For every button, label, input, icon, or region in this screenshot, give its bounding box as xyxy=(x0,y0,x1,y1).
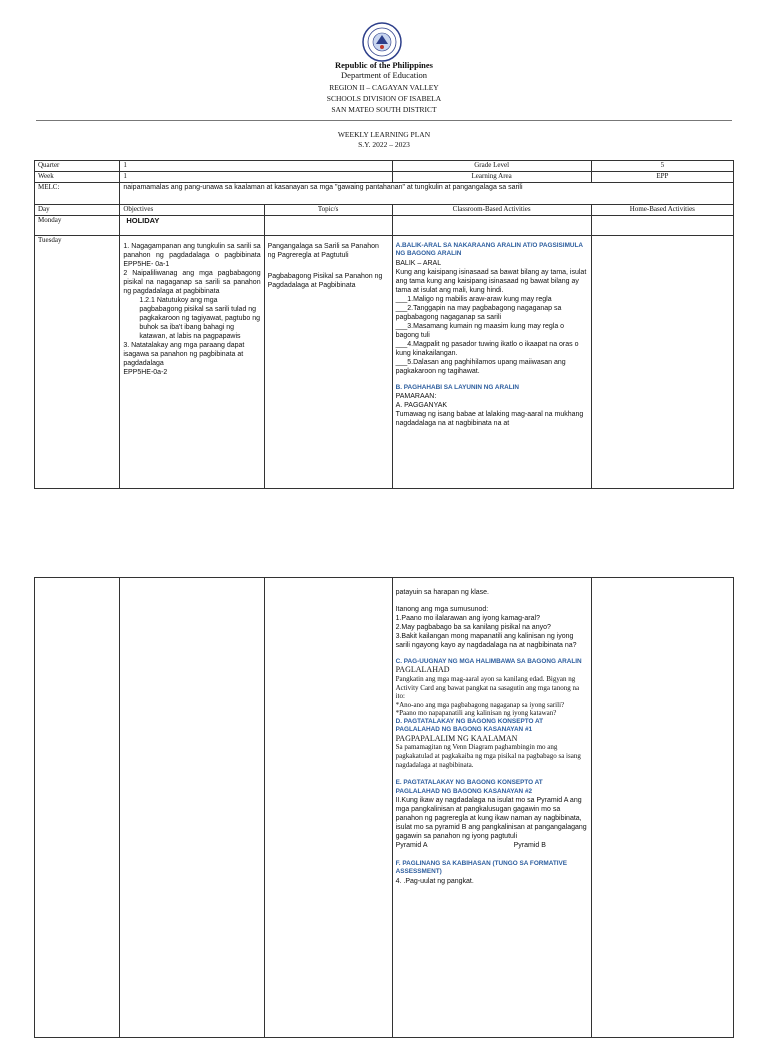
section-heading-d: D. PAGTATALAKAY NG BAGONG KONSEPTO AT PAGLALAHAD NG BAGONG KASANAYAN #1 xyxy=(395,717,544,734)
weekly-plan-table xyxy=(34,160,734,489)
subheading-paglalahad: PAGLALAHAD xyxy=(395,665,450,675)
subheading-pagpapalalim: PAGPAPALALIM NG KAALAMAN xyxy=(395,733,518,743)
section-heading-e: E. PAGTATALAKAY NG BAGONG KONSEPTO AT PAGLALAHAD NG BAGONG KASANAYAN #2 xyxy=(395,779,543,795)
header-department: Department of Education xyxy=(341,70,427,80)
paglalahad-question: *Ano-ano ang mga pagbabagong nagaganap sa iyong sarili? xyxy=(395,700,565,709)
balik-aral-instructions: Kung ang kaisipang isinasaad sa bawat bilang ay tama, isulat ang tama kung ang kaisipang isinasaad ng bawat bilang ay tama at isulat ang mali, kung hindi. xyxy=(395,268,587,294)
week-label: Week xyxy=(35,172,120,183)
topic-item: Pangangalaga sa Sarili sa Panahon ng Pagreregla at Pagtutuli xyxy=(267,243,379,259)
questions-intro: Itanong ang mga sumusunod: xyxy=(395,606,489,613)
tuesday-home-activities xyxy=(591,236,733,489)
monday-holiday: HOLIDAY xyxy=(120,216,264,236)
tuesday-objectives xyxy=(120,236,264,489)
table-row xyxy=(35,183,734,205)
pagganyak-text: Tumawag ng isang babae at lalaking mag-aaral na mukhang nagdadalaga na at nagbibinata na at xyxy=(395,411,584,428)
objective-item: 2 Naipaliliwanag ang mga pagbabagong pisikal na nagaganap sa sarili sa panahon ng pagdadalaga at pagbibinata xyxy=(123,270,261,295)
col-header-day: Day xyxy=(35,205,120,216)
pyramid-a-label: Pyramid A xyxy=(395,841,428,849)
melc-value: naipamamalas ang pang-unawa sa kaalaman at kasanayan sa mga "gawaing pantahanan" at tungkulin at pangangalaga sa sarili xyxy=(120,183,734,205)
objective-item: EPP5HE-0a-2 xyxy=(123,369,168,376)
tuesday-activities xyxy=(392,236,591,489)
header-republic: Republic of the Philippines xyxy=(334,60,433,70)
subheading-pamaraan: PAMARAAN: xyxy=(395,393,437,401)
col-header-classroom: Classroom-Based Activities xyxy=(392,205,591,216)
topic-item: Pagbabagong Pisikal sa Panahon ng Pagdadalaga at Pagbibinata xyxy=(267,273,383,289)
empty-cell xyxy=(264,216,392,236)
learning-area-label: Learning Area xyxy=(392,172,591,183)
objective-item: 3. Natatalakay ang mga paraang dapat isagawa sa panahon ng pagbibinata at pagdadalaga xyxy=(123,342,245,367)
objective-item: 1. Nagagampanan ang tungkulin sa sarili sa panahon ng pagdadalaga o pagbibinata EPP5HE- 0a-1 xyxy=(123,243,261,268)
review-item: ___5.Dalasan ang paghihilamos upang maiiwasan ang pagkakaroon ng tagihawat. xyxy=(395,358,566,375)
header-divider xyxy=(36,120,732,121)
section-heading-a: A.BALIK-ARAL SA NAKARAANG ARALIN AT/O PAGSISIMULA NG BAGONG ARALIN xyxy=(395,242,583,258)
question-item: 1.Paano mo ilalarawan ang iyong kamag-aral? xyxy=(395,615,540,622)
plan-title: WEEKLY LEARNING PLAN xyxy=(337,130,431,139)
learning-area-value: EPP xyxy=(591,172,733,183)
quarter-label: Quarter xyxy=(35,161,120,172)
weekly-plan-table-continued xyxy=(34,577,734,1038)
table-row xyxy=(35,161,734,172)
table-header-row xyxy=(35,205,734,216)
empty-cell xyxy=(591,578,733,1038)
table-row xyxy=(35,216,734,236)
quarter-value: 1 xyxy=(120,161,392,172)
col-header-topics: Topic/s xyxy=(264,205,392,216)
table-row xyxy=(35,236,734,489)
header-region: REGION II – CAGAYAN VALLEY xyxy=(329,83,439,92)
col-header-home: Home-Based Activities xyxy=(591,205,733,216)
objective-item: 1.2.1 Natutukoy ang mga pagbabagong pisikal sa sarili tulad ng pagkakaroon ng tagiyawat, pagtubo ng buhok sa iba't ibang bahagi ng katawan, at labis na pagpapawis xyxy=(139,297,260,340)
school-year: S.Y. 2022 – 2023 xyxy=(358,140,410,149)
question-item: 2.May pagbabago ba sa kanilang pisikal na anyo? xyxy=(395,624,551,631)
continued-activities xyxy=(392,578,591,1038)
pyramid-labels xyxy=(396,841,588,850)
section-heading-b: B. PAGHAHABI SA LAYUNIN NG ARALIN xyxy=(395,383,520,391)
week-value: 1 xyxy=(120,172,392,183)
continued-text: patayuin sa harapan ng klase. xyxy=(395,589,489,596)
review-item: ___3.Masamang kumain ng maasim kung may regla o bagong tuli xyxy=(395,322,565,339)
tuesday-topics xyxy=(264,236,392,489)
empty-cell xyxy=(591,216,733,236)
question-item: 3.Bakit kailangan mong mapanatili ang kalinisan ng iyong sarili ngayong kayo ay nagdadalaga na at nagbibinata na? xyxy=(395,633,577,649)
grade-level-label: Grade Level xyxy=(392,161,591,172)
pyramid-instructions: II.Kung ikaw ay nagdadalaga na isulat mo sa Pyramid A ang mga pangkalinisan at pangkalusugan gagawin mo sa panahon ng pagreregla at kung ikaw naman ay nagbibinata, isulat mo sa pyramid B ang pangkalinisan at pangangalagang gagawin sa panahon ng iyong pagtutuli xyxy=(395,796,587,840)
empty-cell xyxy=(392,216,591,236)
day-tuesday: Tuesday xyxy=(35,236,120,489)
paglalahad-text: Pangkatin ang mga mag-aaral ayon sa kanilang edad. Bigyan ng Activity Card ang bawat pangkat na sasagutin ang mga tanong na ito: xyxy=(395,675,580,701)
section-heading-f: F. PAGLINANG SA KABIHASAN (TUNGO SA FORMATIVE ASSESSMENT) xyxy=(395,859,568,876)
deped-seal-logo xyxy=(362,22,402,62)
subheading-balik-aral: BALIK – ARAL xyxy=(395,259,442,267)
empty-cell xyxy=(264,578,392,1038)
header-division: SCHOOLS DIVISION OF ISABELA xyxy=(326,94,442,103)
pag-uulat-text: 4. .Pag-uulat ng pangkat. xyxy=(395,877,474,885)
empty-cell xyxy=(35,578,120,1038)
header-district: SAN MATEO SOUTH DISTRICT xyxy=(331,105,437,114)
paglalahad-question: *Paano mo napapanatili ang kalinisan ng iyong katawan? xyxy=(395,709,557,718)
day-monday: Monday xyxy=(35,216,120,236)
section-heading-c: C. PAG-UUGNAY NG MGA HALIMBAWA SA BAGONG ARALIN xyxy=(395,658,582,665)
grade-level-value: 5 xyxy=(591,161,733,172)
col-header-objectives: Objectives xyxy=(120,205,264,216)
empty-cell xyxy=(120,578,264,1038)
pagpapalalim-text: Sa pamamagitan ng Venn Diagram paghambingin mo ang pagkakatulad at pagkakaiba ng mga pisikal na pagbabago sa isang nagdadalaga at nagbibinata. xyxy=(395,743,581,769)
review-item: ___4.Magpalit ng pasador tuwing ikatlo o ikaapat na oras o kung kinakailangan. xyxy=(395,340,579,357)
table-row xyxy=(35,172,734,183)
review-item: ___2.Tanggapin na may pagbabagong nagaganap sa pagbabagong nagaganap sa sarili xyxy=(395,304,562,321)
table-row xyxy=(35,578,734,1038)
review-item: ___1.Maligo ng mabilis araw-araw kung may regla xyxy=(395,295,552,303)
pyramid-b-label: Pyramid B xyxy=(513,841,546,849)
melc-label: MELC: xyxy=(35,183,120,205)
subheading-pagganyak: A. PAGGANYAK xyxy=(395,402,448,410)
